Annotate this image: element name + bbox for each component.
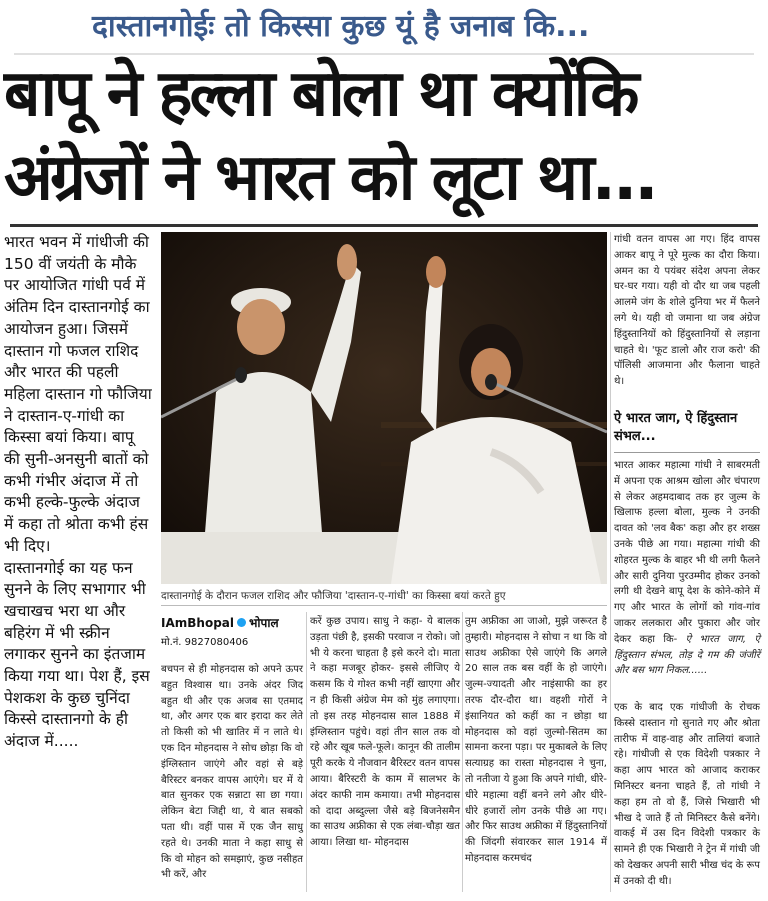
kicker-divider (14, 53, 754, 55)
caption-divider (161, 605, 607, 606)
byline-handle (161, 614, 291, 631)
section-subhead: ऐ भारत जाग, ऐ हिंदुस्तान संभल... (614, 411, 738, 444)
article-column-1: बचपन से ही मोहनदास को अपने ऊपर बहुत विश्वास था। उनके अंदर जिद बहुत थी और एक अजब सा एतमाद था, और अगर एक बार इरादा कर लेते तो किसी को भी खातिर में न लाते थे। एक दिन मोहनदास ने सोच छोड़ा कि वो इंग्लिस्तान जाएंगे और वहां से बड़े बैरिस्टर बनकर वापस आएंगे। घर में ये बात सुनकर एक सन्नाटा सा छा गया। लेकिन बेटा जिद्दी था, ये बात सबको पता थी। वहीं पास में एक जैन साधु रहते थे। उनकी माता ने कहा साधु से कि वो मोहन को समझाएं, कुछ नसीहत भी करें, और (161, 664, 303, 881)
column-5-text: भारत आकर महात्मा गांधी ने साबरमती में अपना एक आश्रम खोला और चंपारण से लेकर अहमदाबाद तक हर जुल्म के खिलाफ हल्ला बोला, मुल्क ने उनकी दावत को 'लव बैक' कहा और हर शख्स उनके पीछे आ गया। महात्मा गांधी की शोहरत मुल्क के बाहर भी थी लगी फैलने और सारी दुनिया पुरउम्मीद होकर उनको लगी थी देखने बापू देश के कोने-कोने में गए और भारत के लोगों को गांव-गांव जाकर ललकारा और पुकारा और जोर देकर कहा कि- (614, 460, 760, 645)
column-5-quote: ऐ भारत जाग, ऐ हिंदुस्तान संभल, तोड़ दे गम की जंजीरें और बस भाग निकल...... (614, 633, 760, 677)
kicker-line: दास्तानगोईः तो किस्सा कुछ यूं है जनाब कि... (92, 9, 590, 44)
photo-caption: दास्तानगोई के दौरान फजल राशिद और फौजिया 'दास्तान-ए-गांधी' का किस्सा बयां करते हुए (161, 590, 506, 602)
photo-illustration (161, 232, 607, 584)
column-divider (610, 232, 611, 892)
byline (161, 614, 291, 648)
intro-paragraph-1: भारत भवन में गांधीजी की 150 वीं जयंती के मौके पर आयोजित गांधी पर्व में अंतिम दिन दास्तानगोई का आयोजन हुआ। जिसमें दास्तान गो फजल राशिद और भारत की पहली महिला दास्तान गो फौजिया ने दास्तान-ए-गांधी का किस्सा बयां किया। बापू की सुनी-अनसुनी बातों को कभी गंभीर अंदाज में तो कभी हल्के-फुल्के अंदाज में कहा तो श्रोता कभी हंस भी दिए। (4, 233, 152, 555)
article-column-4: गांधी वतन वापस आ गए। हिंद वापस आकर बापू ने पूरे मुल्क का दौरा किया। अमन का ये पयंबर संदेश अपना लेकर घर-घर गया। यही वो दौर था जब पहली आलमे जंग के शोले दुनिया भर में फैलने लगे थे। यही वो जमाना था जब अंग्रेज हिंदुस्तानियों को हिंदुस्तानियों से लड़ाना चाहते थे। 'फूट डालो और राज करो' की पॉलिसी आजमाना और फैलाना चाहते थे। (614, 234, 760, 388)
column-divider (462, 612, 463, 892)
intro-column (4, 232, 154, 753)
twitter-icon (237, 618, 246, 627)
article-column-3: तुम अफ्रीका आ जाओ, मुझे जरूरत है तुम्हारी। मोहनदास ने सोचा न था कि वो साउथ अफ्रीका ऐसे जाएंगे कि अगले 20 साल तक बस वहीं के हो जाएंगे। जुल्म-ज्यादती और नाइंसाफी का हर तरफ दौर-दौरा था। वहशी गोरों ने इंसानियत को कहीं का न छोड़ा था मोहनदास को वहां जुल्मो-सितम का सामना करना पड़ा। पर मुकाबले के लिए सत्याग्रह का रास्ता मोहनदास ने चुना, तो नतीजा ये हुआ कि अपने गांधी, धीरे-धीरे महात्मा वहीं बनने लगे और धीरे-धीरे हजारों लोग उनके पीछे आ गए। और फिर साउथ अफ्रीका में हिंदुस्तानियों की जिंदगी संवारकर साल 1914 में मोहनदास करमचंद (465, 616, 607, 864)
article-column-2: करें कुछ उपाय। साधु ने कहा- ये बालक उड़ता पंछी है, इसकी परवाज न रोको। जो भी ये करना चाहता है इसे करने दो। माता ने कहा मजबूर होकर- इससे लीजिए ये कसम कि ये गोश्त कभी नहीं खाएगा और न ही किसी अंग्रेज मेम को मुंह लगाएगा। तो इस तरह मोहनदास साल 1888 में इंग्लिस्तान पहुंचे। वहां तीन साल तक वो रहे और खूब फले-फूले। कानून की तालीम पूरी करके ये नौजवान बैरिस्टर वतन वापस आया। बैरिस्टरी के काम में सालभर के अंदर काफी नाम कमाया। तभी मोहनदास को दादा अब्दुल्ला जैसे बड़े बिजनेसमैन का साउथ अफ्रीका से एक लंबा-चौड़ा खत आया। लिखा था- मोहनदास (310, 616, 460, 849)
byline-mobile: मो.नं. 9827080406 (161, 637, 249, 648)
intro-paragraph-2: दास्तानगोई का यह फन सुनने के लिए सभागार भी खचाखच भरा था और बहिरंग में भी स्क्रीन लगाकर सुनने का इंतजाम किया गया था। पेश हैं, इस पेशकश के कुछ चुनिंदा किस्से दास्तानगो के ही अंदाज में..... (4, 558, 150, 751)
twitter-handle: IAmBhopal (161, 615, 234, 630)
headline-line-2: अंग्रेजों ने भारत को लूटा था... (4, 141, 656, 215)
byline-city: भोपाल (249, 616, 279, 630)
article-column-6: एक के बाद एक गांधीजी के रोचक किस्से दास्तान गो सुनाते गए और श्रोता तारीफ में वाह-वाह और तालियां बजाते रहे। गांधीजी से एक विदेशी पत्रकार ने कहा आप भारत को आजाद कराकर मिनिस्टर बनना चाहते हैं, तो गांधी ने कहा हम तो वो हैं, जिसे भिखारी भी भीख दे जाते हैं तो मिनिस्टर कैसे बनेंगे। वाकई में उस दिन विदेशी पत्रकार के सामने ही एक भिखारी ने ट्रेन में गांधी जी को देखकर अपनी सारी भीख चंद के रूप में उनको दी थी। (614, 702, 760, 887)
article-column-5 (614, 458, 760, 679)
subhead-divider (614, 452, 760, 453)
column-divider (306, 612, 307, 892)
headline-divider (10, 224, 758, 227)
storytellers-photo (161, 232, 607, 584)
headline-line-1: बापू ने हल्ला बोला था क्योंकि (4, 57, 637, 131)
